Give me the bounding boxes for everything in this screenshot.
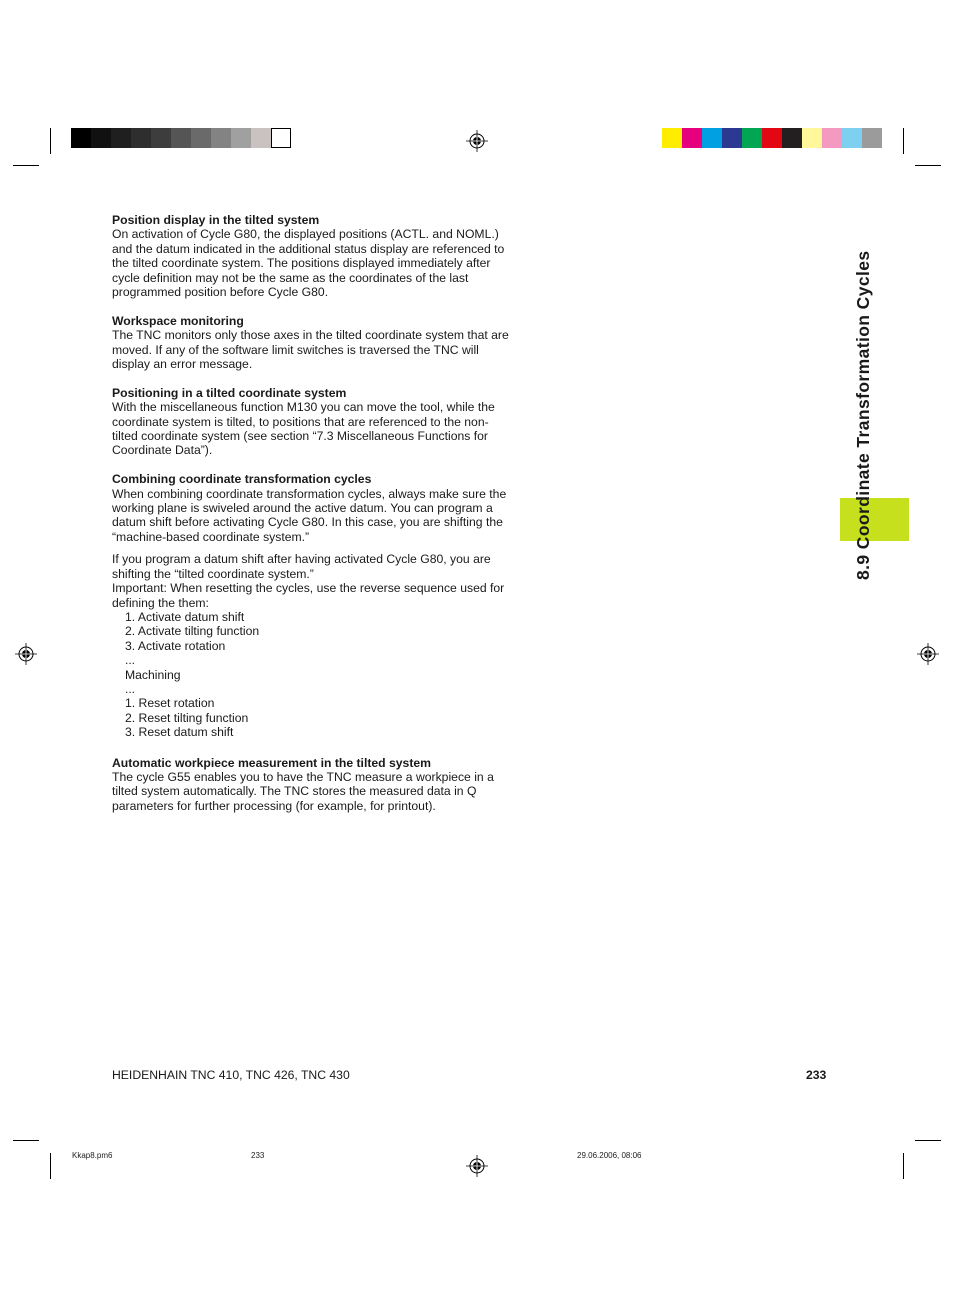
color-swatch bbox=[682, 128, 702, 148]
crop-mark-tr-v bbox=[903, 128, 904, 154]
color-swatch bbox=[842, 128, 862, 148]
crop-mark-br-v bbox=[903, 1153, 904, 1179]
section-workspace-monitoring bbox=[112, 314, 512, 372]
section-body: The cycle G55 enables you to have the TNC measure a workpiece in a tilted system automatically. The TNC stores the measured data in Q parameters for further processing (for example, for printout). bbox=[112, 769, 494, 813]
list-item: 3. Activate rotation bbox=[125, 638, 226, 653]
crop-mark-tl-v bbox=[50, 128, 51, 154]
page-content bbox=[112, 213, 512, 813]
crop-mark-tr-h bbox=[915, 165, 941, 166]
section-heading: Combining coordinate transformation cycles bbox=[112, 472, 372, 487]
crop-mark-bl-h bbox=[13, 1140, 39, 1141]
page-number: 233 bbox=[806, 1068, 827, 1082]
footer-product: HEIDENHAIN TNC 410, TNC 426, TNC 430 bbox=[112, 1068, 350, 1082]
color-swatch bbox=[191, 128, 211, 148]
color-swatch bbox=[71, 128, 91, 148]
list-item: 1. Activate datum shift bbox=[125, 609, 245, 624]
color-swatch bbox=[662, 128, 682, 148]
color-swatch bbox=[702, 128, 722, 148]
section-body: With the miscellaneous function M130 you can move the tool, while the coordinate system is tilted, to positions that are referenced to the non-tilted coordinate system (see section “7.3 Miscellaneous Functions for Coordinate Data”). bbox=[112, 400, 495, 458]
list-item: 1. Reset rotation bbox=[125, 696, 215, 711]
section-heading: Automatic workpiece measurement in the tilted system bbox=[112, 755, 431, 770]
color-swatch bbox=[762, 128, 782, 148]
registration-mark-top-icon bbox=[466, 130, 488, 152]
slug-file-name: Kkap8.pm6 bbox=[72, 1151, 113, 1160]
color-swatch bbox=[722, 128, 742, 148]
list-ellipsis: ... bbox=[125, 681, 136, 696]
color-swatch bbox=[131, 128, 151, 148]
color-swatch bbox=[171, 128, 191, 148]
color-swatch bbox=[251, 128, 271, 148]
section-automatic-measurement bbox=[112, 756, 512, 814]
paragraph-important: Important: When resetting the cycles, use the reverse sequence used for defining the them: bbox=[112, 581, 505, 610]
registration-mark-right-icon bbox=[917, 643, 939, 665]
color-swatch bbox=[271, 128, 291, 148]
section-body: The TNC monitors only those axes in the tilted coordinate system that are moved. If any of the software limit switches is traversed the TNC will display an error message. bbox=[112, 328, 509, 372]
cycle-sequence-list bbox=[125, 610, 512, 740]
color-swatch bbox=[231, 128, 251, 148]
crop-mark-tl-h bbox=[13, 165, 39, 166]
slug-datetime: 29.06.2006, 08:06 bbox=[577, 1151, 642, 1160]
section-combining-cycles bbox=[112, 472, 512, 544]
section-body: When combining coordinate transformation cycles, always make sure the working plane is swiveled around the active datum. You can program a datum shift before activating Cycle G80. In this case, you are shifting the “machine-based coordinate system.” bbox=[112, 486, 507, 544]
color-swatch bbox=[822, 128, 842, 148]
color-swatch bbox=[742, 128, 762, 148]
color-swatch bbox=[111, 128, 131, 148]
section-body: On activation of Cycle G80, the displayed positions (ACTL. and NOML.) and the datum indicated in the additional status display are referenced to the tilted coordinate system. The positions displayed immediately after cycle definition may not be the same as the coordinates of the last programmed position before Cycle G80. bbox=[112, 227, 505, 300]
list-item: 3. Reset datum shift bbox=[125, 725, 234, 740]
crop-mark-bl-v bbox=[50, 1153, 51, 1179]
section-positioning-tilted bbox=[112, 386, 512, 458]
slug-page: 233 bbox=[251, 1151, 265, 1160]
section-heading: Positioning in a tilted coordinate system bbox=[112, 385, 347, 400]
color-swatch bbox=[211, 128, 231, 148]
list-item: 2. Reset tilting function bbox=[125, 710, 249, 725]
chapter-tab bbox=[840, 498, 909, 541]
paragraph-datum-shift-after: If you program a datum shift after having activated Cycle G80, you are shifting the “tilted coordinate system.” bbox=[112, 552, 491, 581]
color-swatch bbox=[782, 128, 802, 148]
color-swatch bbox=[862, 128, 882, 148]
section-heading: Workspace monitoring bbox=[112, 313, 244, 328]
color-swatch bbox=[91, 128, 111, 148]
crop-mark-br-h bbox=[915, 1140, 941, 1141]
color-swatch bbox=[802, 128, 822, 148]
section-position-display bbox=[112, 213, 512, 299]
registration-mark-bottom-icon bbox=[466, 1155, 488, 1177]
list-item-machining: Machining bbox=[125, 667, 181, 682]
registration-mark-left-icon bbox=[15, 643, 37, 665]
list-item: 2. Activate tilting function bbox=[125, 624, 260, 639]
list-ellipsis: ... bbox=[125, 653, 136, 668]
chapter-title-vertical: 8.9 Coordinate Transformation Cycles bbox=[853, 250, 873, 580]
section-heading: Position display in the tilted system bbox=[112, 213, 320, 227]
color-swatch bbox=[151, 128, 171, 148]
